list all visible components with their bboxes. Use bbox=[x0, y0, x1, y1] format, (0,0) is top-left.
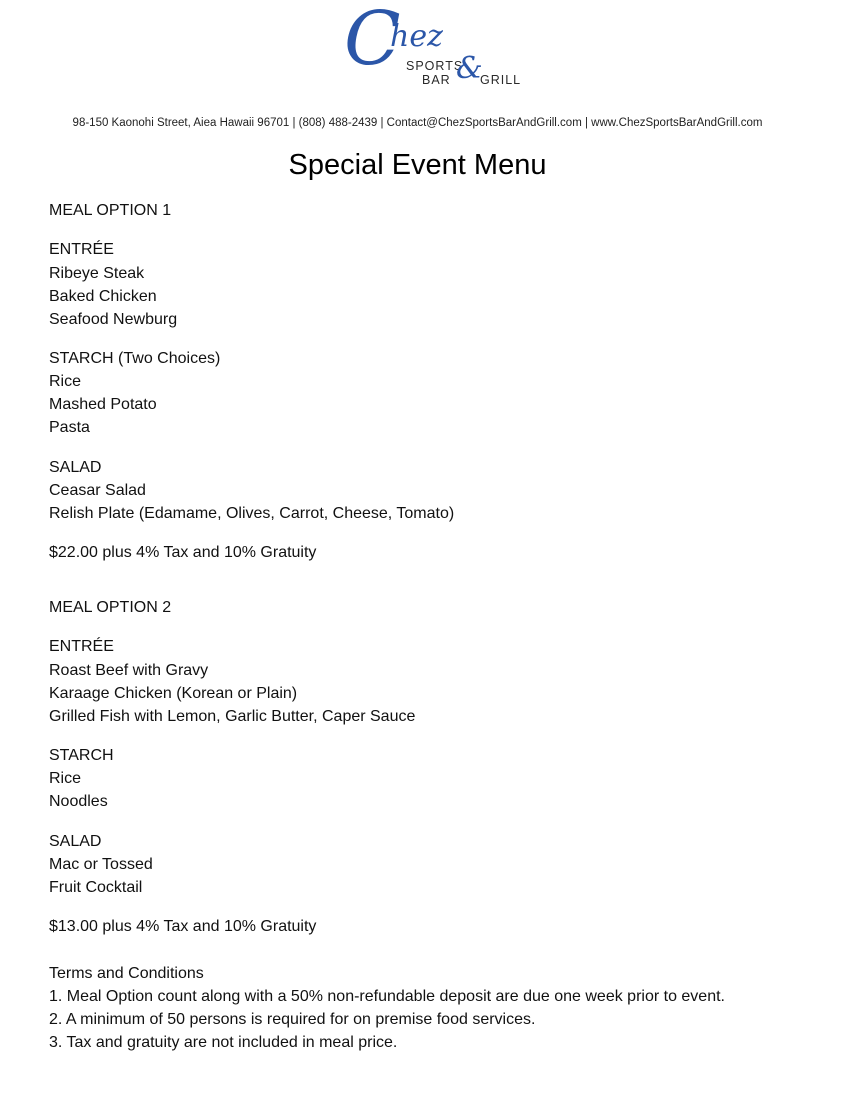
starch-item: Rice bbox=[49, 770, 82, 787]
entree-item: Ribeye Steak bbox=[49, 265, 145, 282]
logo-script-hez: hez bbox=[390, 19, 443, 54]
entree-heading: ENTRÉE bbox=[49, 241, 114, 258]
terms-heading: Terms and Conditions bbox=[49, 965, 204, 982]
salad-item: Fruit Cocktail bbox=[49, 879, 143, 896]
logo-word-bar: BAR bbox=[422, 73, 451, 87]
entree-heading: ENTRÉE bbox=[49, 638, 114, 655]
entree-item: Grilled Fish with Lemon, Garlic Butter, Caper Sauce bbox=[49, 708, 416, 725]
starch-heading: STARCH bbox=[49, 747, 114, 764]
starch-item: Mashed Potato bbox=[49, 396, 157, 413]
entree-item: Roast Beef with Gravy bbox=[49, 662, 209, 679]
salad-heading: SALAD bbox=[49, 833, 102, 850]
meal-option-2-heading: MEAL OPTION 2 bbox=[49, 599, 172, 616]
logo-word-grill: GRILL bbox=[480, 73, 522, 87]
logo-word-sports: SPORTS bbox=[406, 59, 464, 73]
entree-item: Seafood Newburg bbox=[49, 311, 178, 328]
terms-item: 3. Tax and gratuity are not included in meal price. bbox=[49, 1034, 398, 1051]
entree-item: Baked Chicken bbox=[49, 288, 157, 305]
logo-script-c: C bbox=[344, 0, 401, 82]
terms-item: 2. A minimum of 50 persons is required for on premise food services. bbox=[49, 1011, 536, 1028]
logo-ampersand: & bbox=[456, 51, 483, 86]
starch-item: Noodles bbox=[49, 793, 108, 810]
chez-logo bbox=[340, 0, 540, 90]
salad-item: Mac or Tossed bbox=[49, 856, 153, 873]
salad-item: Relish Plate (Edamame, Olives, Carrot, Cheese, Tomato) bbox=[49, 505, 455, 522]
starch-item: Rice bbox=[49, 373, 82, 390]
contact-line: 98-150 Kaonohi Street, Aiea Hawaii 96701 | (808) 488-2439 | Contact@ChezSportsBarAndGrill.com | www.ChezSportsBarAndGrill.com bbox=[72, 117, 763, 129]
starch-heading: STARCH (Two Choices) bbox=[49, 350, 221, 367]
page-title: Special Event Menu bbox=[288, 149, 547, 181]
terms-item: 1. Meal Option count along with a 50% non-refundable deposit are due one week prior to event. bbox=[49, 988, 725, 1005]
meal-option-1-price: $22.00 plus 4% Tax and 10% Gratuity bbox=[49, 544, 317, 561]
salad-item: Ceasar Salad bbox=[49, 482, 146, 499]
salad-heading: SALAD bbox=[49, 459, 102, 476]
entree-item: Karaage Chicken (Korean or Plain) bbox=[49, 685, 298, 702]
meal-option-2-price: $13.00 plus 4% Tax and 10% Gratuity bbox=[49, 918, 317, 935]
starch-item: Pasta bbox=[49, 419, 90, 436]
meal-option-1-heading: MEAL OPTION 1 bbox=[49, 202, 172, 219]
